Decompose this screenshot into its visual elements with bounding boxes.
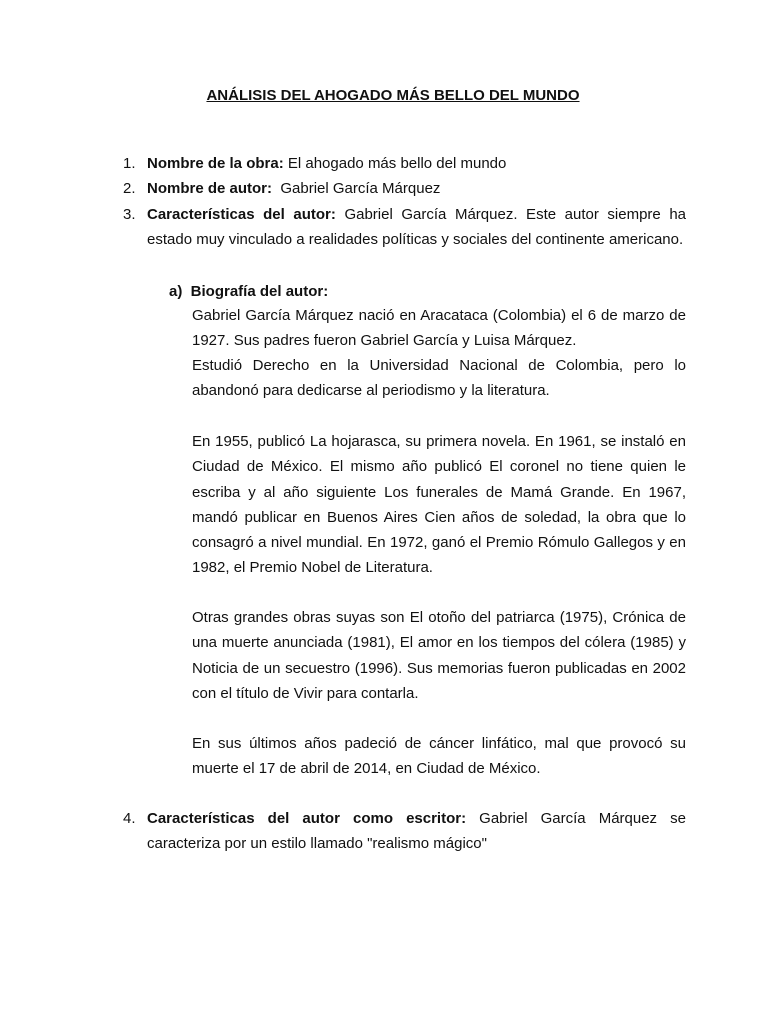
list-item-author-characteristics [123, 202, 686, 252]
list-item-number: 3. [123, 206, 136, 223]
list-item-text: Gabriel García Márquez [272, 180, 441, 197]
list-item-number: 4. [123, 810, 136, 827]
list-item-text: Gabriel García Márquez se caracteriza por un estilo llamado "realismo mágico" [147, 810, 686, 852]
list-item-number: 2. [123, 180, 136, 197]
biography-paragraph: Gabriel García Márquez nació en Aracataca (Colombia) el 6 de marzo de 1927. Sus padres fueron Gabriel García y Luisa Márquez. [192, 307, 686, 350]
list-item-work-name [123, 151, 686, 176]
biography-paragraph: En sus últimos años padeció de cáncer linfático, mal que provocó su muerte el 17 de abril de 2014, en Ciudad de México. [192, 735, 686, 778]
biography-paragraph: Estudió Derecho en la Universidad Nacional de Colombia, pero lo abandonó para dedicarse al periodismo y la literatura. [192, 357, 686, 400]
biography-paragraph: Otras grandes obras suyas son El otoño del patriarca (1975), Crónica de una muerte anunciada (1981), El amor en los tiempos del cólera (1985) y Noticia de un secuestro (1996). Sus memorias fueron publicadas en 2002 con el título de Vivir para contarla. [192, 609, 686, 702]
list-item-text: Gabriel García Márquez. Este autor siempre ha estado muy vinculado a realidades políticas y sociales del continente americano. [147, 206, 687, 248]
document-title: ANÁLISIS DEL AHOGADO MÁS BELLO DEL MUNDO [206, 87, 580, 104]
list-item-writer-characteristics [123, 806, 686, 856]
list-item-label: Características del autor: [147, 206, 336, 223]
list-item-text: El ahogado más bello del mundo [283, 155, 507, 172]
list-item-label: Nombre de la obra: [147, 155, 284, 172]
biography-paragraph: En 1955, publicó La hojarasca, su primera novela. En 1961, se instaló en Ciudad de México. El mismo año publicó El coronel no tiene quien le escriba y al año siguiente Los funerales de Mamá Grande. En 1967, mandó publicar en Buenos Aires Cien años de soledad, la obra que lo consagró a nivel mundial. En 1972, ganó el Premio Rómulo Gallegos y en 1982, el Premio Nobel de Literatura. [192, 433, 686, 577]
biography-heading: a) Biografía del autor: [169, 283, 329, 300]
list-item-number: 1. [123, 155, 136, 172]
list-item-label: Nombre de autor: [147, 180, 273, 197]
list-item-label: Características del autor como escritor: [147, 810, 467, 827]
list-item-author-name [123, 176, 686, 201]
